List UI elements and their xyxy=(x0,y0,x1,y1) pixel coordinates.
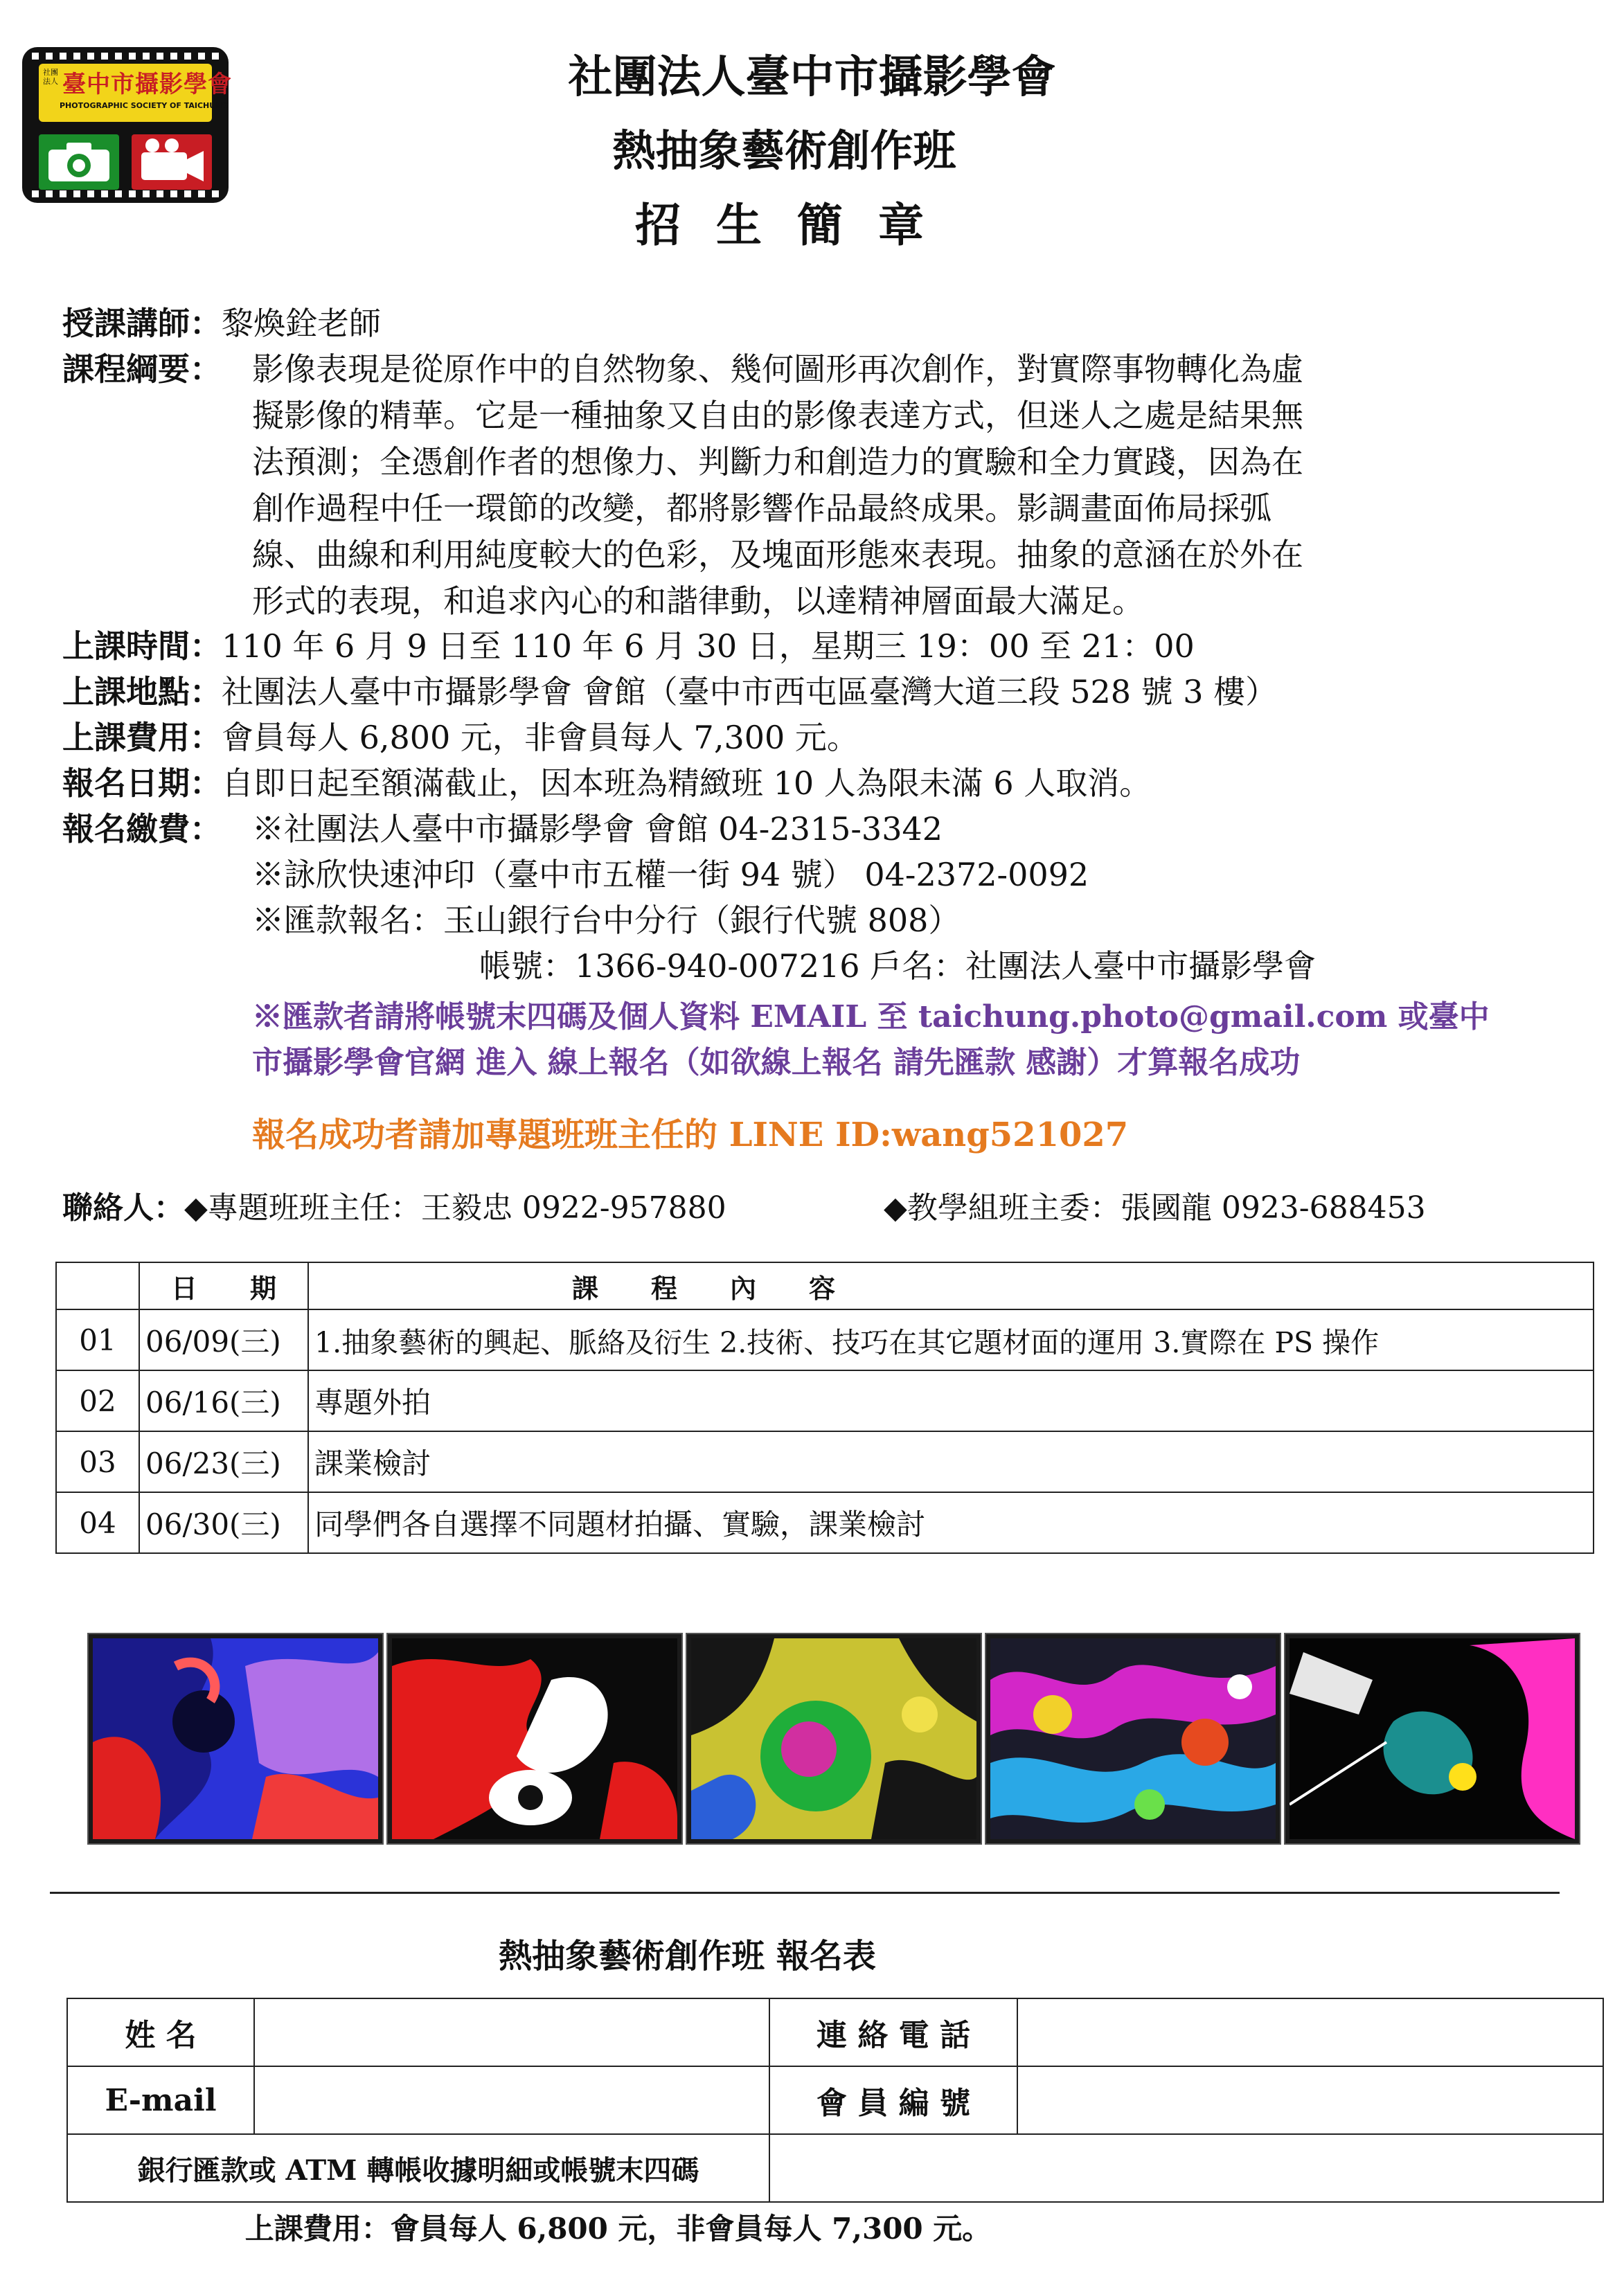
row-content: 同學們各自選擇不同題材拍攝、實驗，課業檢討 xyxy=(308,1492,1594,1553)
row-no: 02 xyxy=(56,1370,139,1431)
phone-label: 連 絡 電 話 xyxy=(769,1998,1017,2066)
time-row xyxy=(62,623,1195,669)
fee-row xyxy=(62,715,859,760)
outline-label: 課程綱要： xyxy=(62,350,222,388)
form-row xyxy=(67,2066,1603,2134)
outline-label-row xyxy=(62,346,222,392)
col-content-header: 課 程 內 容 xyxy=(308,1262,1594,1309)
payment-label: 報名繳費： xyxy=(62,810,222,848)
instructor-label: 授課講師： xyxy=(62,305,222,342)
place-row xyxy=(62,669,1277,715)
payment-line: ※社團法人臺中市攝影學會 會館 04-2315-3342 xyxy=(252,810,943,848)
row-no: 01 xyxy=(56,1309,139,1370)
outline-line: 法預測；全憑創作者的想像力、判斷力和創造力的實驗和全力實踐，因為在 xyxy=(252,443,1303,481)
member-no-field[interactable] xyxy=(1017,2066,1603,2134)
payment-line: ※詠欣快速沖印（臺中市五權一街 94 號） 04-2372-0092 xyxy=(252,856,1089,893)
table-row xyxy=(56,1492,1594,1553)
row-content: 課業檢討 xyxy=(308,1431,1594,1492)
form-fee-footer: 上課費用：會員每人 6,800 元，非會員每人 7,300 元。 xyxy=(244,2212,992,2246)
registration-form-table xyxy=(66,1998,1604,2203)
time-value: 110 年 6 月 9 日至 110 年 6 月 30 日，星期三 19：00 至 21：00 xyxy=(222,627,1195,665)
table-row xyxy=(56,1370,1594,1431)
place-label: 上課地點： xyxy=(62,673,222,710)
outline-line: 擬影像的精華。它是一種抽象又自由的影像表達方式，但迷人之處是結果無 xyxy=(252,397,1303,434)
contact-row xyxy=(62,1185,726,1231)
outline-line: 影像表現是從原作中的自然物象、幾何圖形再次創作，對實際事物轉化為虛 xyxy=(252,350,1303,388)
fee-value: 會員每人 6,800 元，非會員每人 7,300 元。 xyxy=(222,719,859,756)
row-content: 專題外拍 xyxy=(308,1370,1594,1431)
sample-artwork-3 xyxy=(687,1634,981,1843)
signup-date-value: 自即日起至額滿截止，因本班為精緻班 10 人為限未滿 6 人取消。 xyxy=(222,764,1152,802)
account-line: 帳號：1366-940-007216 戶名：社團法人臺中市攝影學會 xyxy=(479,947,1317,985)
contact-label: 聯絡人： xyxy=(62,1190,184,1226)
bank-proof-field[interactable] xyxy=(769,2134,1603,2202)
name-label: 姓 名 xyxy=(67,1998,254,2066)
outline-line: 創作過程中任一環節的改變，都將影響作品最終成果。影調畫面佈局採弧 xyxy=(252,490,1271,527)
signup-date-row xyxy=(62,760,1151,806)
row-content: 1.抽象藝術的興起、脈絡及衍生 2.技術、技巧在其它題材面的運用 3.實際在 PS 操作 xyxy=(308,1309,1594,1370)
sample-artwork-1 xyxy=(89,1634,382,1843)
sample-artwork-5 xyxy=(1285,1634,1579,1843)
outline-line: 形式的表現，和追求內心的和諧律動，以達精神層面最大滿足。 xyxy=(252,582,1144,620)
row-no: 04 xyxy=(56,1492,139,1553)
header-doc-title: 招 生 簡 章 xyxy=(635,198,934,252)
name-field[interactable] xyxy=(254,1998,769,2066)
row-date: 06/30(三) xyxy=(139,1492,308,1553)
row-date: 06/09(三) xyxy=(139,1309,308,1370)
payment-label-row xyxy=(62,806,222,852)
email-field[interactable] xyxy=(254,2066,769,2134)
logo-org-name: 臺中市攝影學會 xyxy=(62,71,232,98)
fee-label: 上課費用： xyxy=(62,719,222,756)
instructor-value: 黎煥銓老師 xyxy=(222,305,381,342)
time-label: 上課時間： xyxy=(62,627,222,665)
outline-text xyxy=(252,346,1303,625)
row-no: 03 xyxy=(56,1431,139,1492)
header-org-title: 社團法人臺中市攝影學會 xyxy=(568,51,1056,103)
col-date-header: 日 期 xyxy=(139,1262,308,1309)
contact-2: ◆教學組班主委：張國龍 0923-688453 xyxy=(884,1190,1426,1226)
remit-note-line-2: 市攝影學會官網 進入 線上報名（如欲線上報名 請先匯款 感謝）才算報名成功 xyxy=(252,1045,1301,1080)
outline-line: 線、曲線和利用純度較大的色彩，及塊面形態來表現。抽象的意涵在於外在 xyxy=(252,536,1303,573)
member-no-label: 會 員 編 號 xyxy=(769,2066,1017,2134)
phone-field[interactable] xyxy=(1017,1998,1603,2066)
logo-org-small: 社團法人 xyxy=(43,68,58,86)
form-row xyxy=(67,2134,1603,2202)
schedule-header-row xyxy=(56,1262,1594,1309)
logo-org-english: PHOTOGRAPHIC SOCIETY OF TAICHUNG xyxy=(60,101,229,110)
header-course-title: 熱抽象藝術創作班 xyxy=(612,125,956,176)
col-no-header xyxy=(56,1262,139,1309)
sample-artwork-4 xyxy=(986,1634,1280,1843)
schedule-table xyxy=(55,1262,1594,1554)
table-row xyxy=(56,1431,1594,1492)
contact-1: ◆專題班班主任：王毅忠 0922-957880 xyxy=(184,1190,726,1226)
payment-line: ※匯款報名：玉山銀行台中分行（銀行代號 808） xyxy=(252,902,961,939)
table-row xyxy=(56,1309,1594,1370)
form-row xyxy=(67,1998,1603,2066)
place-value: 社團法人臺中市攝影學會 會館（臺中市西屯區臺灣大道三段 528 號 3 樓） xyxy=(222,673,1278,710)
section-divider xyxy=(50,1892,1560,1894)
email-label: E-mail xyxy=(67,2066,254,2134)
sample-artwork-2 xyxy=(388,1634,681,1843)
row-date: 06/16(三) xyxy=(139,1370,308,1431)
line-id-note: 報名成功者請加專題班班主任的 LINE ID:wang521027 xyxy=(252,1116,1129,1154)
signup-date-label: 報名日期： xyxy=(62,764,222,802)
instructor-row xyxy=(62,301,381,346)
form-title: 熱抽象藝術創作班 報名表 xyxy=(499,1937,876,1976)
row-date: 06/23(三) xyxy=(139,1431,308,1492)
payment-methods xyxy=(252,806,1089,943)
bank-proof-label: 銀行匯款或 ATM 轉帳收據明細或帳號末四碼 xyxy=(67,2134,769,2202)
remit-note-line-1: ※匯款者請將帳號末四碼及個人資料 EMAIL 至 taichung.photo@gmail.com 或臺中 xyxy=(252,999,1490,1035)
